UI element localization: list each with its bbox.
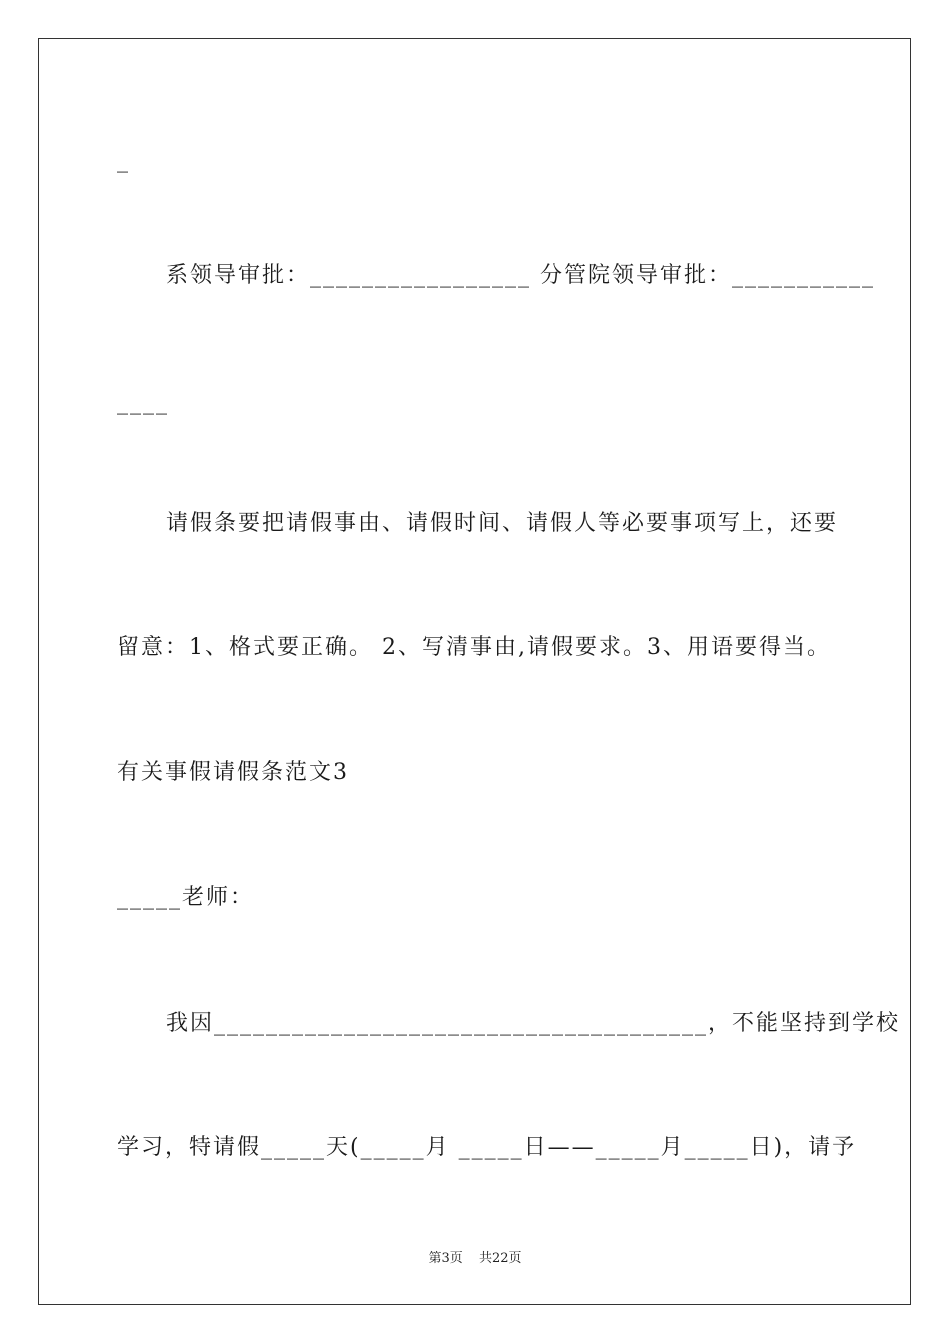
text-line-approval: 系领导审批：_________________ 分管院领导审批：___________ [166, 263, 875, 288]
paragraph-line-requirements: 请假条要把请假事由、请假时间、请假人等必要事项写上，还要 [166, 511, 839, 536]
page-total: 共22页 [478, 1251, 522, 1266]
salutation-line: _____老师： [117, 885, 255, 910]
text-line-underscore-cont: ____ [117, 390, 169, 415]
page-footer [0, 1247, 950, 1266]
page-border [38, 38, 911, 1305]
paragraph-line-dates: 学习，特请假_____天(_____月 _____日——_____月_____日)，请予 [117, 1135, 857, 1160]
paragraph-line-reason: 我因______________________________________，不能坚持到学校 [166, 1011, 901, 1036]
text-line-underscore: _ [117, 148, 130, 173]
page-number: 第3页 [428, 1251, 463, 1266]
paragraph-line-notes: 留意：1、格式要正确。 2、写清事由,请假要求。3、用语要得当。 [117, 635, 831, 660]
section-heading: 有关事假请假条范文3 [117, 760, 349, 785]
